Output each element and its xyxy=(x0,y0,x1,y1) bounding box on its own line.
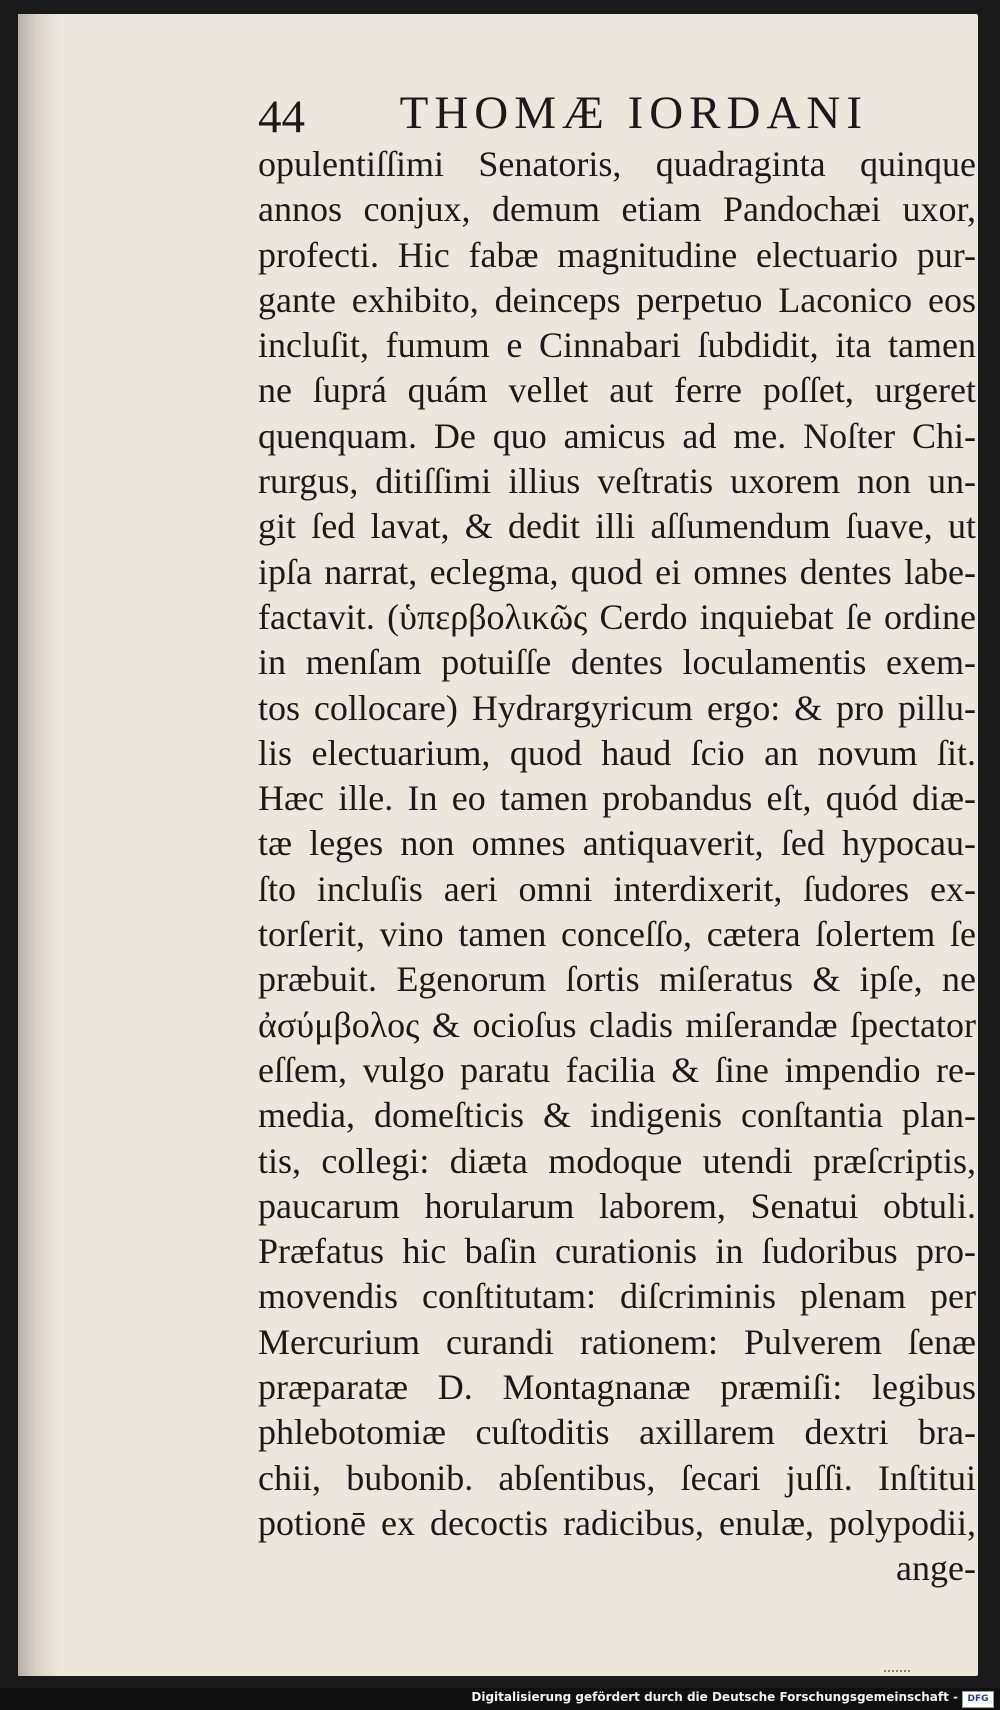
digitization-footer xyxy=(0,1688,1000,1710)
text-line: ipſa narrat, eclegma, quod ei omnes dentes labe- xyxy=(258,551,976,592)
catchword: ange- xyxy=(896,1548,976,1589)
text-line: ἀσύμβολος & ocioſus cladis miſerandæ ſpectator xyxy=(258,1004,976,1045)
text-line: rurgus, ditiſſimi illius veſtratis uxorem non un- xyxy=(258,461,976,502)
text-line: Præfatus hic baſin curationis in ſudoribus pro- xyxy=(258,1231,976,1272)
text-line: lis electuarium, quod haud ſcio an novum ſit. xyxy=(258,732,976,773)
text-line: phlebotomiæ cuſtoditis axillarem dextri bra- xyxy=(258,1412,976,1453)
text-line: gante exhibito, deinceps perpetuo Laconico eos xyxy=(258,279,976,320)
text-line: factavit. (ὑπερβολικῶς Cerdo inquiebat ſe ordine xyxy=(258,596,976,637)
text-line: opulentiſſimi Senatoris, quadraginta quinque xyxy=(258,144,976,184)
text-line: ne ſuprá quám vellet aut ferre poſſet, urgeret xyxy=(258,370,976,411)
page-gutter-shadow xyxy=(18,14,58,1676)
running-title: THOMÆ IORDANI xyxy=(399,87,868,139)
page-header xyxy=(258,86,868,148)
text-line: torſerit, vino tamen conceſſo, cætera ſolertem ſe xyxy=(258,914,976,955)
text-line: movendis conſtitutam: diſcriminis plenam per xyxy=(258,1276,976,1317)
text-line: Hæc ille. In eo tamen probandus eſt, quód diæ- xyxy=(258,778,976,819)
text-line: ſto incluſis aeri omni interdixerit, ſudores ex- xyxy=(258,868,976,909)
body-text xyxy=(258,142,976,1592)
dfg-logo: DFG xyxy=(962,1691,994,1708)
text-line: tis, collegi: diæta modoque utendi præſcriptis, xyxy=(258,1140,976,1181)
text-line: quenquam. De quo amicus ad me. Noſter Chi- xyxy=(258,415,976,456)
text-line: profecti. Hic fabæ magnitudine electuario pur- xyxy=(258,234,976,275)
text-line: media, domeſticis & indigenis conſtantia plan- xyxy=(258,1095,976,1136)
text-line: tæ leges non omnes antiquaverit, ſed hypocau- xyxy=(258,823,976,864)
page-number: 44 xyxy=(258,91,305,143)
text-line: paucarum horularum laborem, Senatui obtuli. xyxy=(258,1185,976,1226)
margin-ink-mark xyxy=(884,1664,910,1672)
text-line: annos conjux, demum etiam Pandochæi uxor, xyxy=(258,189,976,230)
text-line: in menſam potuiſſe dentes loculamentis exem- xyxy=(258,642,976,683)
text-line: chii, bubonib. abſentibus, ſecari juſſi. Inſtitui xyxy=(258,1457,976,1498)
text-line: tos collocare) Hydrargyricum ergo: & pro pillu- xyxy=(258,687,976,728)
funding-credit: Digitalisierung gefördert durch die Deutsche Forschungsgemeinschaft - xyxy=(471,1690,958,1704)
text-line: præparatæ D. Montagnanæ præmiſi: legibus xyxy=(258,1367,976,1408)
text-line: eſſem, vulgo paratu facilia & ſine impendio re- xyxy=(258,1049,976,1090)
text-line: git ſed lavat, & dedit illi aſſumendum ſuave, ut xyxy=(258,506,976,547)
text-line: Mercurium curandi rationem: Pulverem ſenæ xyxy=(258,1321,976,1362)
text-line: incluſit, fumum e Cinnabari ſubdidit, ita tamen xyxy=(258,325,976,366)
text-line: præbuit. Egenorum ſortis miſeratus & ipſe, ne xyxy=(258,959,976,1000)
text-line: potionē ex decoctis radicibus, enulæ, polypodii, xyxy=(258,1502,976,1543)
